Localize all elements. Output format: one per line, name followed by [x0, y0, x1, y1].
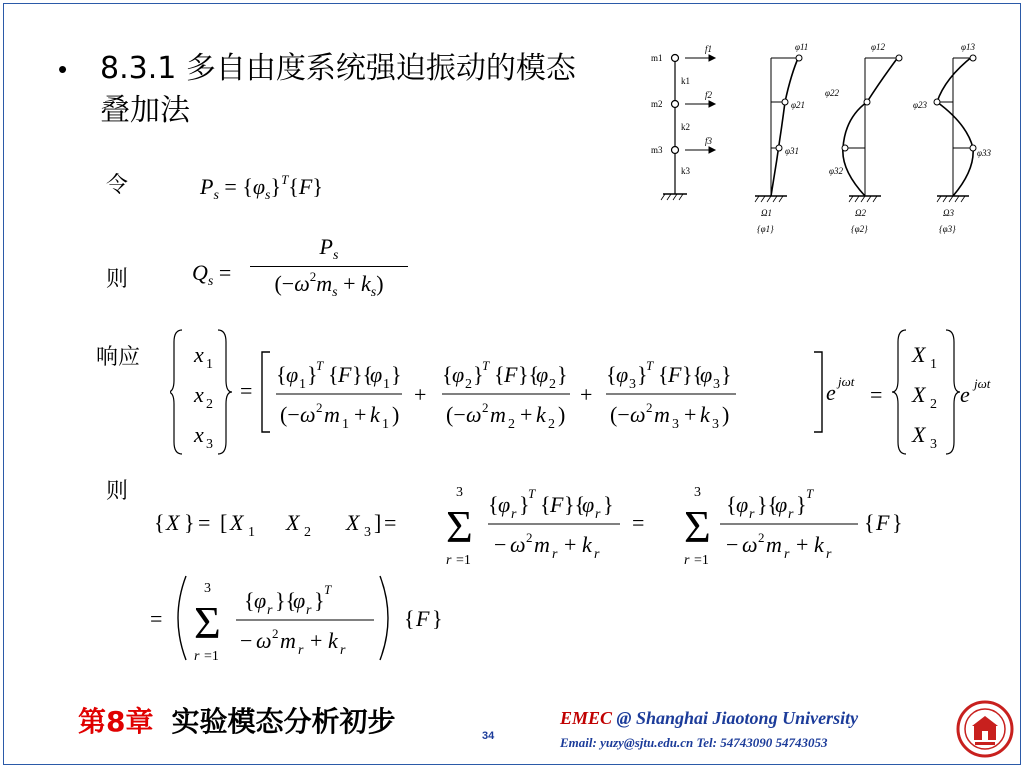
- svg-text:φ: φ: [498, 492, 511, 517]
- svg-text:2: 2: [646, 400, 653, 415]
- institution-at: @: [616, 708, 632, 728]
- svg-text:r: r: [595, 507, 601, 522]
- equation-modal-force: $P_s = \{\varphi_s\}^T\{F\}$: [200, 172, 323, 203]
- svg-text:3: 3: [456, 485, 463, 500]
- svg-text:2: 2: [272, 626, 279, 641]
- svg-text:X: X: [912, 342, 926, 367]
- svg-text:r: r: [552, 547, 558, 562]
- svg-text:}: }: [307, 362, 318, 387]
- svg-text:X: X: [286, 510, 300, 535]
- svg-text:X: X: [912, 422, 926, 447]
- word-response: 响应: [96, 345, 141, 370]
- svg-text:F: F: [550, 492, 564, 517]
- svg-text:T: T: [646, 358, 654, 373]
- svg-text:=1: =1: [204, 649, 219, 664]
- mode-1-point-1: φ11: [795, 42, 809, 52]
- svg-text:φ: φ: [582, 492, 595, 517]
- mode-shape-figure: [645, 38, 995, 248]
- svg-text:m: m: [654, 402, 670, 427]
- svg-text:T: T: [806, 486, 814, 501]
- svg-text:}: }: [721, 362, 732, 387]
- svg-text:{: {: [658, 362, 669, 387]
- svg-text:r: r: [594, 547, 600, 562]
- svg-text:T: T: [324, 582, 332, 597]
- svg-text:X: X: [166, 510, 180, 535]
- mass-label-1: m1: [651, 53, 663, 63]
- svg-text:=1: =1: [694, 553, 709, 568]
- svg-text:φ: φ: [700, 362, 713, 387]
- svg-text:2: 2: [206, 397, 213, 412]
- svg-text:2: 2: [316, 400, 323, 415]
- mode-3-label: Ω3: [943, 208, 955, 218]
- svg-text:3: 3: [930, 437, 937, 452]
- svg-text:2: 2: [465, 377, 472, 392]
- svg-text:}{: }{: [275, 588, 297, 613]
- institution-acronym: EMEC: [560, 708, 613, 728]
- svg-text:x: x: [194, 422, 204, 447]
- mass-label-3: m3: [651, 145, 663, 155]
- mode-3-vector: {φ3}: [939, 224, 956, 234]
- svg-text:m: m: [534, 532, 550, 557]
- svg-text:x: x: [194, 382, 204, 407]
- svg-text:ω: ω: [510, 532, 526, 557]
- mode-1-label: Ω1: [761, 208, 773, 218]
- svg-text:3: 3: [204, 581, 211, 596]
- page-number: 34: [482, 730, 495, 742]
- svg-text:e: e: [826, 380, 836, 405]
- university-logo: [956, 700, 1014, 758]
- svg-text:T: T: [528, 486, 536, 501]
- svg-text:jωt: jωt: [974, 376, 991, 391]
- svg-text:): ): [558, 402, 566, 427]
- svg-text:(−: (−: [610, 402, 630, 427]
- svg-text:−: −: [726, 532, 739, 557]
- svg-text:{: {: [276, 362, 287, 387]
- svg-text:φ: φ: [536, 362, 549, 387]
- institution-line: [560, 708, 858, 729]
- svg-text:F: F: [668, 362, 682, 387]
- chapter-title: [78, 700, 396, 740]
- mode-shape-3: [913, 42, 991, 234]
- svg-text:r: r: [684, 553, 690, 568]
- force-label-1: f1: [705, 44, 713, 54]
- svg-text:1: 1: [383, 377, 390, 392]
- svg-text:−: −: [494, 532, 507, 557]
- svg-text:F: F: [338, 362, 352, 387]
- system-schematic: [651, 44, 715, 200]
- svg-text:]: ]: [374, 510, 382, 535]
- svg-text:r: r: [826, 547, 832, 562]
- svg-text:φ: φ: [370, 362, 383, 387]
- svg-text:k: k: [536, 402, 546, 427]
- svg-text:2: 2: [508, 417, 515, 432]
- svg-text:{: {: [540, 492, 551, 517]
- svg-text:X: X: [230, 510, 244, 535]
- svg-text:m: m: [490, 402, 506, 427]
- svg-text:F: F: [504, 362, 518, 387]
- chapter-prefix: 第: [78, 705, 107, 738]
- svg-text:k: k: [700, 402, 710, 427]
- svg-text:{: {: [328, 362, 339, 387]
- mode-1-vector: {φ1}: [757, 224, 774, 234]
- equation-response: [170, 322, 1020, 462]
- svg-text:r: r: [340, 643, 346, 658]
- institution-name: Shanghai Jiaotong University: [636, 708, 859, 728]
- svg-text:2: 2: [758, 530, 765, 545]
- bullet-text: 8.3.1 多自由度系统强迫振动的模态叠加法: [100, 51, 576, 128]
- svg-text:3: 3: [629, 377, 636, 392]
- svg-text:+: +: [520, 402, 533, 427]
- equation-modal-coordinate: $Q_s$ =: [192, 260, 232, 289]
- svg-text:3: 3: [694, 485, 701, 500]
- svg-text:Σ: Σ: [446, 501, 473, 552]
- equation-summation-compact: [150, 572, 450, 664]
- mass-label-2: m2: [651, 99, 663, 109]
- svg-text:2: 2: [930, 397, 937, 412]
- svg-text:): ): [722, 402, 730, 427]
- mode-shape-2: [825, 42, 902, 234]
- word-let: 令: [106, 173, 129, 198]
- svg-text:Σ: Σ: [194, 597, 221, 648]
- chapter-name: 实验模态分析初步: [171, 705, 396, 738]
- chapter-suffix: 章: [125, 705, 154, 738]
- svg-text:{: {: [494, 362, 505, 387]
- svg-text:φ: φ: [616, 362, 629, 387]
- spring-label-2: k2: [681, 122, 690, 132]
- svg-text:(−: (−: [280, 402, 300, 427]
- svg-text:{: {: [488, 492, 499, 517]
- svg-text:=: =: [240, 378, 253, 403]
- svg-text:+: +: [796, 532, 809, 557]
- equation-summation: [150, 478, 920, 570]
- svg-text:r: r: [511, 507, 517, 522]
- svg-text:{: {: [726, 492, 737, 517]
- mode-2-point-3: φ32: [829, 166, 843, 176]
- svg-text:}: }: [796, 492, 807, 517]
- svg-text:1: 1: [930, 357, 937, 372]
- mode-1-point-2: φ21: [791, 100, 805, 110]
- svg-text:3: 3: [713, 377, 720, 392]
- mode-3-point-3: φ33: [977, 148, 991, 158]
- svg-text:=: =: [632, 510, 645, 535]
- svg-text:{: {: [864, 510, 875, 535]
- svg-text:3: 3: [364, 525, 371, 540]
- svg-text:}{: }{: [682, 362, 704, 387]
- svg-text:−: −: [240, 628, 253, 653]
- svg-text:k: k: [814, 532, 824, 557]
- svg-text:3: 3: [712, 417, 719, 432]
- svg-text:}: }: [557, 362, 568, 387]
- svg-text:m: m: [766, 532, 782, 557]
- mode-3-point-2: φ23: [913, 100, 927, 110]
- spring-label-3: k3: [681, 166, 690, 176]
- svg-text:[: [: [220, 510, 228, 535]
- word-then-1: 则: [106, 267, 129, 292]
- svg-text:m: m: [324, 402, 340, 427]
- svg-text:}{: }{: [518, 362, 540, 387]
- svg-text:jωt: jωt: [838, 374, 855, 389]
- svg-text:r: r: [298, 643, 304, 658]
- svg-text:+: +: [580, 382, 593, 407]
- svg-text:1: 1: [342, 417, 349, 432]
- force-label-3: f3: [705, 136, 713, 146]
- svg-text:2: 2: [304, 525, 311, 540]
- svg-text:2: 2: [548, 417, 555, 432]
- mode-2-point-2: φ22: [825, 88, 839, 98]
- svg-text:{: {: [442, 362, 453, 387]
- svg-text:1: 1: [248, 525, 255, 540]
- svg-text:=1: =1: [456, 553, 471, 568]
- mode-shape-1: [755, 42, 808, 234]
- svg-text:=: =: [198, 510, 211, 535]
- svg-text:φ: φ: [286, 362, 299, 387]
- svg-text:T: T: [482, 358, 490, 373]
- svg-text:F: F: [416, 606, 430, 631]
- svg-text:1: 1: [299, 377, 306, 392]
- svg-text:1: 1: [382, 417, 389, 432]
- svg-text:1: 1: [206, 357, 213, 372]
- svg-text:ω: ω: [300, 402, 316, 427]
- svg-text:F: F: [876, 510, 890, 535]
- svg-text:}: }: [637, 362, 648, 387]
- svg-text:=: =: [384, 510, 397, 535]
- bullet-marker: •: [58, 54, 68, 84]
- svg-text:r: r: [749, 507, 755, 522]
- svg-text:}{: }{: [757, 492, 779, 517]
- mode-2-vector: {φ2}: [851, 224, 868, 234]
- svg-text:+: +: [310, 628, 323, 653]
- svg-text:}{: }{: [564, 492, 586, 517]
- svg-text:X: X: [912, 382, 926, 407]
- svg-text:r: r: [784, 547, 790, 562]
- svg-text:m: m: [280, 628, 296, 653]
- mode-2-point-1: φ12: [871, 42, 885, 52]
- svg-text:(−: (−: [446, 402, 466, 427]
- svg-text:k: k: [370, 402, 380, 427]
- svg-text:T: T: [316, 358, 324, 373]
- svg-text:3: 3: [672, 417, 679, 432]
- svg-text:}: }: [519, 492, 530, 517]
- svg-text:k: k: [582, 532, 592, 557]
- svg-text:k: k: [328, 628, 338, 653]
- force-label-2: f2: [705, 90, 713, 100]
- svg-text:{: {: [154, 510, 165, 535]
- fraction-modal-coordinate: $\frac{P_s}{(-\omega^2m_s + k_s)}$: [250, 234, 408, 301]
- svg-text:}: }: [892, 510, 903, 535]
- svg-text:+: +: [354, 402, 367, 427]
- svg-text:}{: }{: [352, 362, 374, 387]
- svg-text:φ: φ: [736, 492, 749, 517]
- svg-text:φ: φ: [452, 362, 465, 387]
- svg-text:2: 2: [482, 400, 489, 415]
- svg-text:=: =: [150, 606, 163, 631]
- svg-text:φ: φ: [254, 588, 267, 613]
- svg-text:Σ: Σ: [684, 501, 711, 552]
- svg-text:{: {: [244, 588, 255, 613]
- contact-line: Email: yuzy@sjtu.edu.cn Tel: 54743090 54743053: [560, 735, 828, 750]
- svg-text:3: 3: [206, 437, 213, 452]
- svg-text:=: =: [870, 382, 883, 407]
- svg-text:ω: ω: [256, 628, 272, 653]
- svg-text:+: +: [684, 402, 697, 427]
- svg-text:}: }: [391, 362, 402, 387]
- svg-text:r: r: [446, 553, 452, 568]
- svg-text:}: }: [184, 510, 195, 535]
- svg-text:2: 2: [526, 530, 533, 545]
- svg-text:ω: ω: [742, 532, 758, 557]
- svg-text:r: r: [788, 507, 794, 522]
- svg-text:2: 2: [549, 377, 556, 392]
- svg-text:+: +: [564, 532, 577, 557]
- svg-text:+: +: [414, 382, 427, 407]
- svg-text:ω: ω: [630, 402, 646, 427]
- mode-1-point-3: φ31: [785, 146, 799, 156]
- svg-text:}: }: [473, 362, 484, 387]
- svg-text:r: r: [306, 603, 312, 618]
- svg-text:e: e: [960, 382, 970, 407]
- spring-label-1: k1: [681, 76, 690, 86]
- svg-text:x: x: [194, 342, 204, 367]
- mode-3-point-1: φ13: [961, 42, 975, 52]
- svg-text:X: X: [346, 510, 360, 535]
- svg-text:}: }: [314, 588, 325, 613]
- svg-text:}: }: [432, 606, 443, 631]
- mode-2-label: Ω2: [855, 208, 867, 218]
- svg-text:}: }: [603, 492, 614, 517]
- svg-text:{: {: [606, 362, 617, 387]
- svg-text:r: r: [267, 603, 273, 618]
- svg-text:{: {: [404, 606, 415, 631]
- svg-text:): ): [392, 402, 400, 427]
- chapter-number: 8: [106, 705, 126, 738]
- word-then-2: 则: [106, 479, 129, 504]
- svg-text:φ: φ: [775, 492, 788, 517]
- svg-text:r: r: [194, 649, 200, 664]
- svg-text:ω: ω: [466, 402, 482, 427]
- svg-text:φ: φ: [293, 588, 306, 613]
